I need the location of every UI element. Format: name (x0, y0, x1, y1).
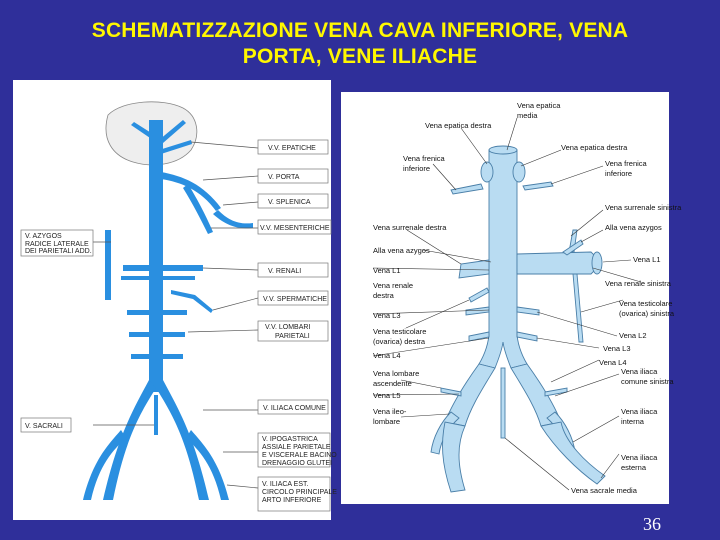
label-vena-l4-r: Vena L4 (599, 358, 627, 367)
label-iliaca-interna-1: Vena iliaca (621, 407, 658, 416)
slide-title (0, 18, 720, 70)
label-v-ipogastrica: V. IPOGASTRICA (262, 436, 318, 443)
label-frenica-l2: inferiore (403, 164, 431, 173)
label-iliaca-comune-2: comune sinistra (621, 377, 674, 386)
label-lombare-asc-1: Vena lombare (373, 369, 420, 378)
label-v-iliaca-est: V. ILIACA EST. (262, 481, 309, 488)
label-vena-l4-l: Vena L4 (373, 351, 401, 360)
label-frenica-r2: inferiore (605, 169, 633, 178)
title-line-2: PORTA, VENE ILIACHE (242, 45, 478, 68)
right-illustration-svg (341, 92, 682, 504)
label-vv-spermatiche: V.V. SPERMATICHE (263, 296, 327, 303)
label-vv-epatiche: V.V. EPATICHE (268, 145, 316, 152)
label-v-iliaca-comune: V. ILIACA COMUNE (263, 405, 326, 412)
label-drenaggio-glutei: DRENAGGIO GLUTEI (262, 460, 333, 467)
page-number: 36 (643, 514, 661, 534)
label-vena-epatica-media-1: Vena epatica (517, 101, 561, 110)
label-v-splenica: V. SPLENICA (268, 199, 311, 206)
label-vena-epatica-media-2: media (517, 111, 538, 120)
left-veins (83, 120, 253, 500)
label-iliaca-comune-1: Vena iliaca (621, 367, 658, 376)
label-iliaca-esterna-1: Vena iliaca (621, 453, 658, 462)
label-sacrale-media: Vena sacrale media (571, 486, 637, 495)
title-line-1: SCHEMATIZZAZIONE VENA CAVA INFERIORE, VENA (91, 19, 629, 42)
label-renale-dx-2: destra (373, 291, 394, 300)
label-vena-epatica-destra-r: Vena epatica destra (561, 143, 628, 152)
left-schematic-svg (13, 80, 337, 520)
label-vena-l2: Vena L2 (619, 331, 647, 340)
label-renale-dx-1: Vena renale (373, 281, 414, 290)
label-vena-l3: Vena L3 (373, 311, 401, 320)
label-surrenale-sin: Vena surrenale sinistra (605, 203, 682, 212)
label-v-azygos: V. AZYGOS (25, 233, 62, 240)
label-testicolare-dx-2: (ovarica) destra (373, 337, 426, 346)
label-radice-laterale: RADICE LATERALE (25, 241, 89, 248)
label-arto-inferiore: ARTO INFERIORE (262, 497, 322, 504)
label-v-sacrali: V. SACRALI (25, 423, 63, 430)
left-schematic-panel (13, 80, 337, 520)
label-vv-mesenteriche: V.V. MESENTERICHE (260, 225, 330, 232)
right-illustration-panel (341, 92, 682, 504)
label-vena-l1-l: Vena L1 (373, 266, 401, 275)
label-azygos-r: Alla vena azygos (605, 223, 662, 232)
label-testicolare-dx-1: Vena testicolare (373, 327, 427, 336)
label-v-renali: V. RENALI (268, 268, 302, 275)
label-surrenale-dx: Vena surrenale destra (373, 223, 447, 232)
label-lombare-asc-2: ascendente (373, 379, 412, 388)
label-vena-l5: Vena L5 (373, 391, 401, 400)
label-viscerale-bacino: E VISCERALE BACINO (262, 452, 337, 459)
label-parietali: PARIETALI (275, 333, 310, 340)
label-vv-lombari: V.V. LOMBARI (265, 324, 311, 331)
label-renale-sin: Vena renale sinistra (605, 279, 671, 288)
label-iliaca-esterna-2: esterna (621, 463, 647, 472)
label-testicolare-sin-2: (ovarica) sinistra (619, 309, 675, 318)
label-v-porta: V. PORTA (268, 174, 300, 181)
label-frenica-r1: Vena frenica (605, 159, 647, 168)
label-assiale-parietale: ASSIALE PARIETALE (262, 444, 331, 451)
label-ileolombare-2: lombare (373, 417, 401, 426)
label-circolo-principale: CIRCOLO PRINCIPALE (262, 489, 337, 496)
label-ileolombare-1: Vena ileo- (373, 407, 407, 416)
label-vena-l3-r: Vena L3 (603, 344, 631, 353)
label-frenica-l1: Vena frenica (403, 154, 445, 163)
label-vena-l1-r: Vena L1 (633, 255, 661, 264)
right-labels (373, 101, 682, 495)
label-dei-parietali: DEI PARIETALI ADD. (25, 248, 92, 255)
label-vena-epatica-destra-l: Vena epatica destra (425, 121, 492, 130)
label-testicolare-sin-1: Vena testicolare (619, 299, 673, 308)
right-veins (431, 146, 605, 492)
label-iliaca-interna-2: interna (621, 417, 644, 426)
left-labels (25, 145, 337, 504)
label-azygos-l: Alla vena azygos (373, 246, 430, 255)
